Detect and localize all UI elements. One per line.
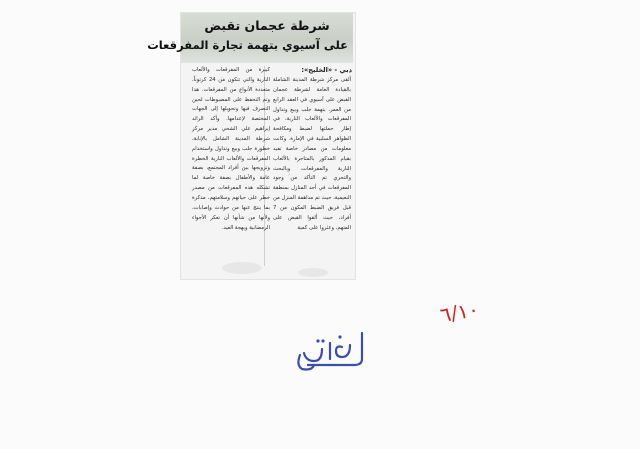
scan-smudge — [222, 262, 262, 274]
article-column-right: ألقى مركز شرطة المدينة الشاملة بالقيادة العامة لشرطة عجمان القبض على آسيوي في العقد الرابع من العمر، بتهمة جلب وبيع وتداول المفرقعات والألعاب النارية، في إطار حملتها لضبط ومكافحة الظواهر السلبية في الإمارة. وكانت معلومات من مصادر خاصة تفيد بقيام المذكور بالمتاجرة بالألعاب النارية والمفرقعات، وبالبحث والتحري تم التأكد من وجود المفرقعات في أحد المنازل بمنطقة النعيمية، حيث تم مداهمة المنزل من قبل فريق الضبط المكون من 7 أفراد، حيث ألقوا القبض على المتهم، وعثروا على كمية — [272, 77, 351, 231]
dateline: دبي - «الخليج»: — [301, 66, 352, 74]
newspaper-logo — [292, 325, 370, 377]
al-khaleej-logo-icon — [292, 325, 370, 373]
headline-line-2: على آسيوي بتهمة تجارة المفرقعات — [147, 38, 348, 52]
headline-line-1: شرطة عجمان تقبض — [204, 18, 330, 33]
handwritten-date: ٦/١٠ — [438, 296, 481, 328]
article-column-left: كبيرة من المفرقعات والألعاب النارية والتي تتكون من 24 كرتوناً، متعددة الأنواع من المفرقعات. هذا وتم التحفظ على المضبوطات لحين التصرف فيها وتحويلها إلى الجهات المختصة لإعدامها. وأكد الرائد إبراهيم علي الشحي مدير مركز شرطة المدينة الشامل بالإنابة، خطورة جلب وبيع وتداول واستخدام المفرقعات والألعاب النارية الخطرة وترويجها بين أفراد المجتمع، بصفة عامة والأطفال بصفة خاصة لما تشكله هذه المفرقعات من مصدر خطر على حياتهم وسلامتهم، مذكرة بما ينتج عنها من حوادث وإصابات، ولأنها من شأنها أن تعكر الأجواء الرمضانية وبهجة العيد. — [192, 67, 270, 231]
scan-smudge — [298, 268, 328, 277]
